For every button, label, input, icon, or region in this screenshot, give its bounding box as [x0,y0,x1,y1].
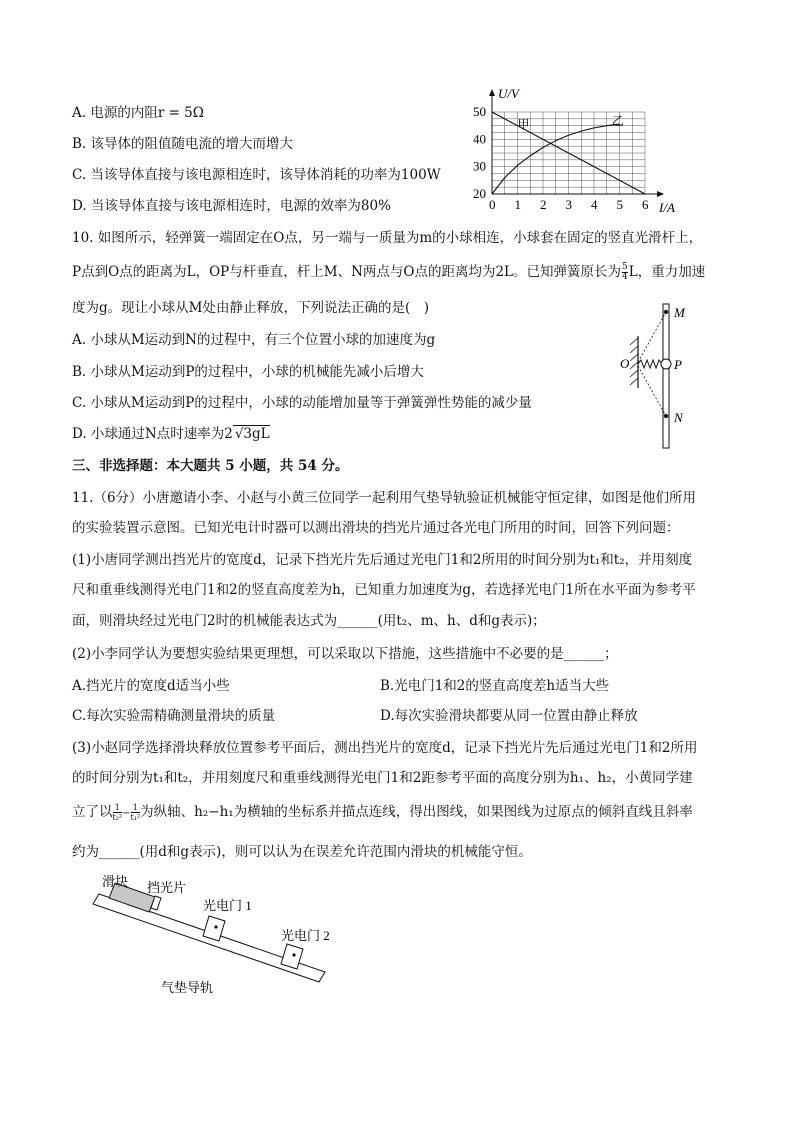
spring-rod-figure [610,298,700,453]
q10-option-c: C. 小球从M运动到P的过程中，小球的动能增加量等于弹簧弹性势能的减少量 [72,395,532,411]
x-tick-label: 3 [565,197,572,212]
q9-option-d: D. 当该导体直接与该电源相连时，电源的效率为80% [72,198,391,214]
q11-option-b: B.光电门1和2的竖直高度差h适当大些 [380,678,610,694]
y-tick-label: 50 [473,104,486,119]
x-tick-label: 0 [489,197,496,212]
x-tick-label: 6 [642,197,649,212]
u-i-graph [462,84,692,219]
q10-stem-line3: 度为g。现让小球从M处由静止释放，下列说法正确的是( ) [72,300,429,316]
x-axis-label: I/A [659,200,675,215]
air-track-figure [85,872,335,1000]
q10-option-d: D. 小球通过N点时速率为2 √3gL [72,426,270,442]
label-gate2: 光电门 2 [281,928,330,943]
series-label-2: 乙 [611,114,624,129]
label-o: O [620,356,630,371]
q9-option-a: A. 电源的内阻r = 5Ω [72,105,204,121]
fraction1-numerator: 1 [113,803,123,813]
q10-stem-line1: 10. 如图所示，轻弹簧一端固定在O点，另一端与一质量为m的小球相连，小球套在固定的竖直光滑杆上， [72,230,703,246]
chart-axes [489,89,664,197]
series-label-1: 甲 [517,117,530,132]
label-shade-plate: 挡光片 [147,880,187,895]
q10-option-b: B. 小球从M运动到P的过程中，小球的机械能先减小后增大 [72,364,424,380]
q11-line8: 的时间分别为t₁和t₂，并用刻度尺和重垂线测得光电门1和2距参考平面的高度分别为h₁、h₂，小黄同学建 [72,770,693,786]
q11-option-c: C.每次实验需精确测量滑块的质量 [72,708,276,724]
x-axis-arrow [657,191,664,197]
x-tick-label: 1 [514,197,521,212]
q11-line2: 的实验装置示意图。已知光电计时器可以测出滑块的挡光片通过各光电门所用的时间，回答下列问题： [72,520,680,536]
y-axis-arrow [489,89,495,96]
label-m: M [674,305,685,320]
fraction2-numerator: 1 [131,803,141,813]
fraction2-denominator: t₁² [130,813,141,822]
section-heading: 三、非选择题：本大题共 5 小题，共 54 分。 [72,458,349,474]
q11-line9: 立了以 $\frac{1}{\text{t₂²}}$ − $\frac{1}{\text{t₁²}}$ 为纵轴、h₂−h₁为横轴的坐标系并描点连线，得出图线，如果图线为过原点的倾斜直线且斜率 [72,803,693,822]
q11-line3: (1)小唐同学测出挡光片的宽度d，记录下挡光片先后通过光电门1和2所用的时间分别为t₁和t₂，并用刻度 [72,552,693,568]
sqrt-expression: √3gL [234,426,270,442]
x-tick-label: 4 [591,197,598,212]
x-tick-label: 5 [616,197,623,212]
label-gate1: 光电门 1 [203,898,252,913]
q10-option-a: A. 小球从M运动到N的过程中，有三个位置小球的加速度为g [72,332,436,348]
y-tick-label: 30 [473,158,486,174]
y-tick-label: 20 [473,186,486,201]
q11-line1: 11.（6分）小唐邀请小李、小赵与小黄三位同学一起利用气垫导轨验证机械能守恒定律，如图是他们所用 [72,490,697,506]
fraction-numerator: 5 [622,262,628,272]
q11-line5: 面，则滑块经过光电门2时的机械能表达式为______(用t₂、m、h、d和g表示)； [72,613,546,629]
label-n: N [674,410,683,425]
fraction-denominator: 4 [622,272,628,282]
y-tick-label: 40 [473,131,486,147]
q11-line4: 尺和重垂线测得光电门1和2的竖直高度差为h，已知重力加速度为g，若选择光电门1所在水平面为参考平 [72,582,696,598]
q10-stem-line2: P点到O点的距离为L，OP与杆垂直，杆上M、N两点与O点的距离均为2L。已知弹簧原长为 $\frac{5}{4}$ L，重力加速 [72,262,706,282]
q11-line10: 约为______(用d和g表示)，则可以认为在误差允许范围内滑块的机械能守恒。 [72,844,532,860]
label-slider: 滑块 [102,874,129,889]
y-axis-label: U/V [498,86,519,101]
chart-labels [473,86,675,215]
label-air-track: 气垫导轨 [161,980,214,995]
q11-line6: (2)小李同学认为要想实验结果更理想，可以采取以下措施，这些措施中不必要的是______； [72,646,618,662]
q11-option-a: A.挡光片的宽度d适当小些 [72,678,230,694]
label-p: P [674,357,682,372]
q11-option-d: D.每次实验滑块都要从同一位置由静止释放 [380,708,638,724]
fraction1-denominator: t₂² [112,813,123,822]
q11-line7: (3)小赵同学选择滑块释放位置参考平面后，测出挡光片的宽度d，记录下挡光片先后通过光电门1和2所用 [72,740,698,756]
x-tick-label: 2 [540,197,547,212]
q9-option-b: B. 该导体的阻值随电流的增大而增大 [72,136,294,152]
q9-option-c: C. 当该导体直接与该电源相连时，该导体消耗的功率为100W [72,167,441,183]
